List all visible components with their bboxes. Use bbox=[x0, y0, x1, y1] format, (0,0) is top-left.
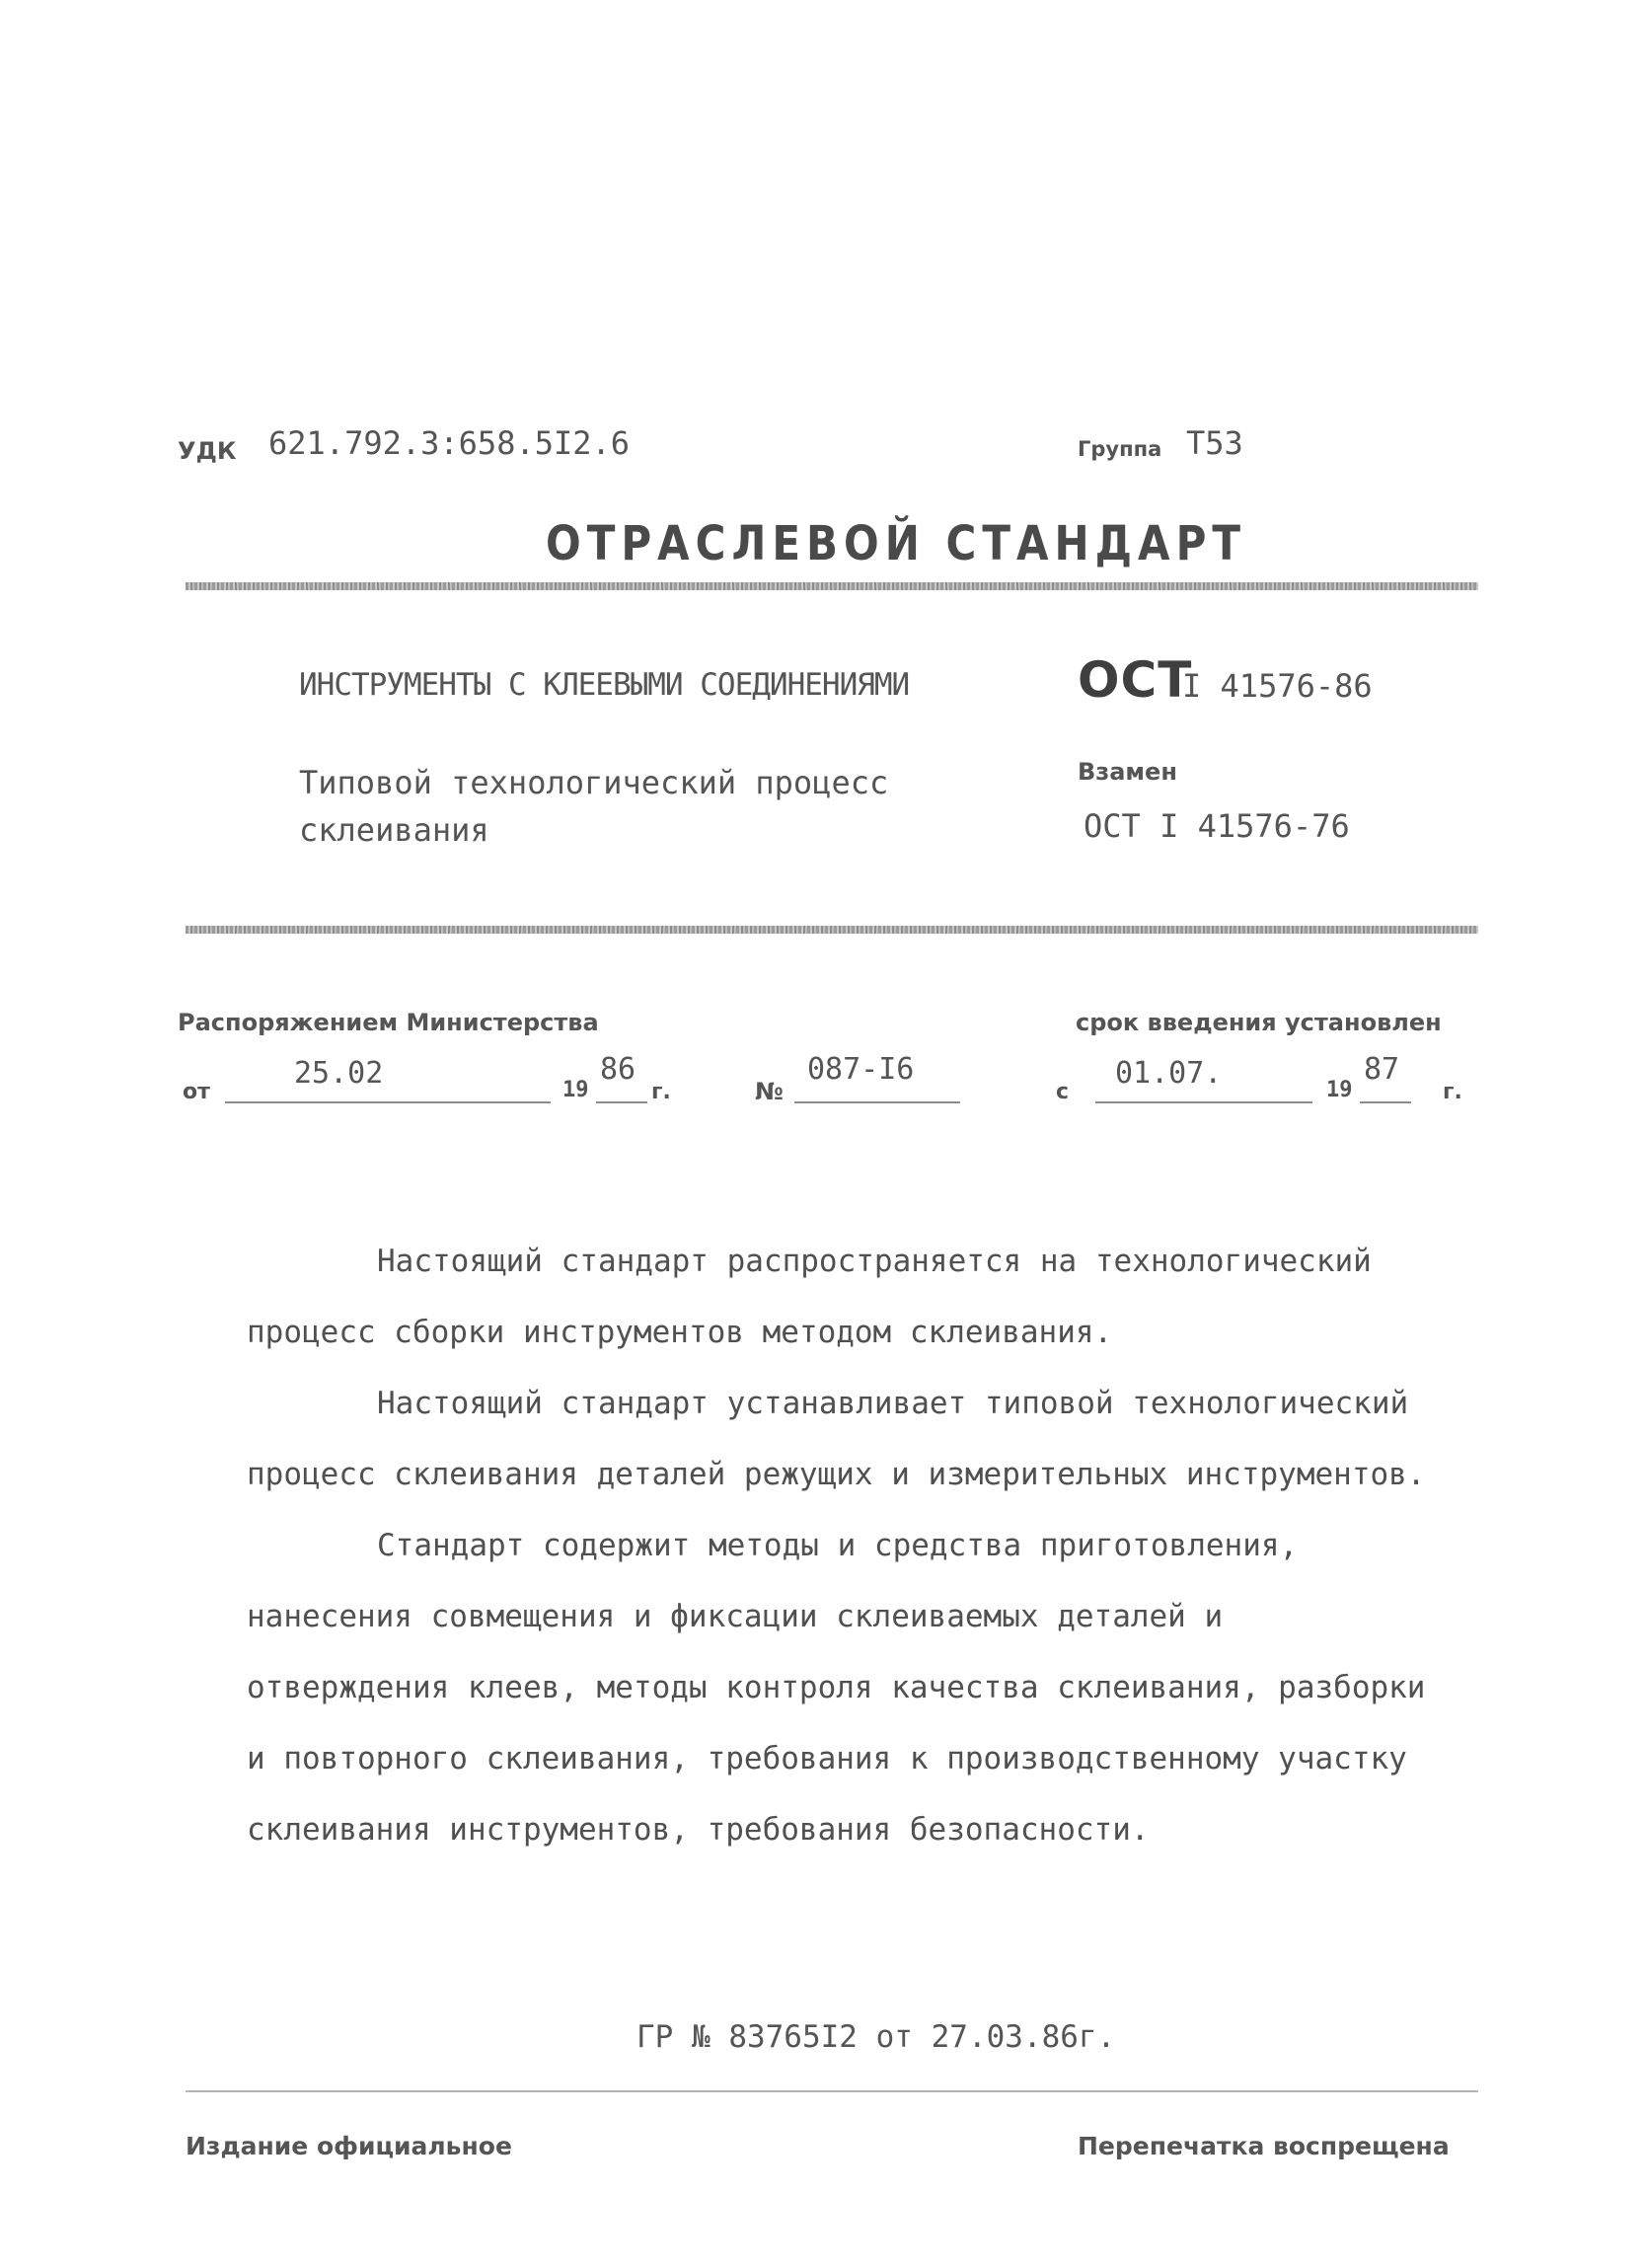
body-line-6: нанесения совмещения и фиксации склеиваемых деталей и bbox=[247, 1599, 1224, 1634]
effective-date: 01.07. bbox=[1115, 1056, 1223, 1091]
effective-from-label: с bbox=[1056, 1080, 1070, 1104]
effective-label: срок введения установлен bbox=[1076, 1009, 1442, 1036]
body-line-9: склеивания инструментов, требования безопасности. bbox=[247, 1812, 1150, 1848]
body-line-2: процесс сборки инструментов методом склеивания. bbox=[247, 1315, 1113, 1350]
order-year-line bbox=[596, 1101, 647, 1103]
order-number-line bbox=[794, 1101, 960, 1103]
udk-value: 621.792.3:658.5I2.6 bbox=[268, 424, 631, 462]
group-label: Группа bbox=[1078, 437, 1162, 461]
effective-year-unit: г. bbox=[1443, 1080, 1462, 1104]
group-value: Т53 bbox=[1186, 424, 1243, 462]
effective-date-line bbox=[1095, 1101, 1312, 1103]
order-number-label: № bbox=[755, 1078, 784, 1105]
body-line-4: процесс склеивания деталей режущих и измерительных инструментов. bbox=[247, 1457, 1426, 1492]
order-year-suffix: 86 bbox=[600, 1052, 636, 1087]
body-line-1: Настоящий стандарт распространяется на технологический bbox=[377, 1244, 1372, 1279]
subject-subtitle-line2: склеивания bbox=[299, 811, 489, 849]
registration-number: ГР № 83765I2 от 27.03.86г. bbox=[636, 2019, 1116, 2055]
body-line-3: Настоящий стандарт устанавливает типовой технологический bbox=[377, 1386, 1409, 1421]
order-from-label: от bbox=[183, 1080, 210, 1104]
body-line-8: и повторного склеивания, требования к производственному участку bbox=[247, 1741, 1407, 1777]
subject-name: ИНСТРУМЕНТЫ С КЛЕЕВЫМИ СОЕДИНЕНИЯМИ bbox=[299, 667, 910, 703]
effective-year-suffix: 87 bbox=[1364, 1052, 1400, 1087]
effective-year-line bbox=[1360, 1101, 1411, 1103]
effective-year-prefix: 19 bbox=[1326, 1078, 1353, 1102]
body-line-5: Стандарт содержит методы и средства приготовления, bbox=[377, 1528, 1299, 1563]
ost-label: ОСТ bbox=[1078, 651, 1193, 709]
subject-subtitle-line1: Типовой технологический процесс bbox=[299, 764, 889, 801]
footer-rule bbox=[186, 2090, 1478, 2092]
replace-label: Взамен bbox=[1078, 758, 1177, 786]
order-number: 087-I6 bbox=[807, 1052, 915, 1087]
page-title: ОТРАСЛЕВОЙ СТАНДАРТ bbox=[546, 515, 1246, 571]
title-rule bbox=[186, 582, 1478, 590]
footer-official-edition: Издание официальное bbox=[186, 2132, 512, 2160]
udk-label: УДК bbox=[178, 437, 237, 465]
order-year-prefix: 19 bbox=[562, 1078, 589, 1102]
order-label: Распоряжением Министерства bbox=[178, 1009, 599, 1036]
replace-value: ОСТ I 41576-76 bbox=[1084, 807, 1350, 845]
body-line-7: отверждения клеев, методы контроля качества склеивания, разборки bbox=[247, 1670, 1426, 1705]
ost-number: I 41576-86 bbox=[1182, 667, 1373, 705]
subject-rule bbox=[186, 926, 1478, 934]
order-date-line bbox=[225, 1101, 551, 1103]
footer-reprint-prohibited: Перепечатка воспрещена bbox=[1078, 2132, 1450, 2160]
order-year-unit: г. bbox=[651, 1080, 671, 1104]
order-date: 25.02 bbox=[294, 1056, 384, 1091]
